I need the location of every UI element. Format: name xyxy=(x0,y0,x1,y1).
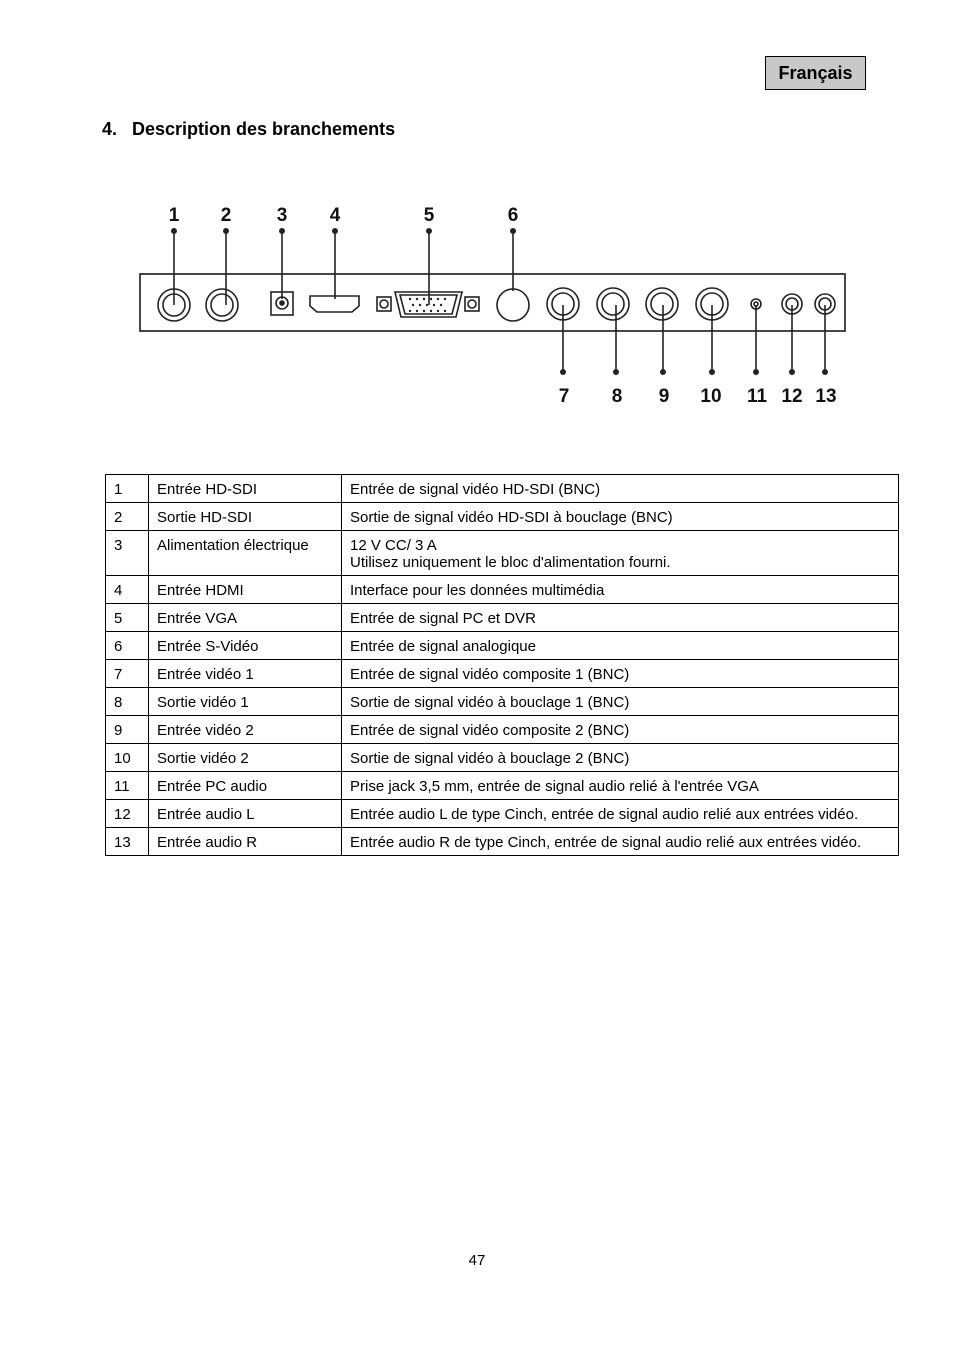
diagram-label-11: 11 xyxy=(746,386,768,407)
table-row xyxy=(106,828,899,856)
connector-name: Entrée vidéo 2 xyxy=(149,716,342,744)
connector-name: Alimentation électrique xyxy=(149,531,342,576)
table-row xyxy=(106,475,899,503)
diagram-label-13: 13 xyxy=(815,386,837,407)
connector-number: 4 xyxy=(106,576,149,604)
diagram-label-10: 10 xyxy=(700,386,722,407)
connector-description xyxy=(342,688,899,716)
section-heading xyxy=(102,119,395,140)
connector-name: Entrée audio L xyxy=(149,800,342,828)
connector-number: 7 xyxy=(106,660,149,688)
connector-number: 13 xyxy=(106,828,149,856)
connector-name: Entrée S-Vidéo xyxy=(149,632,342,660)
connector-number: 10 xyxy=(106,744,149,772)
connector-description xyxy=(342,660,899,688)
table-row xyxy=(106,744,899,772)
connector-description xyxy=(342,531,899,576)
table-row xyxy=(106,772,899,800)
connector-name: Sortie vidéo 1 xyxy=(149,688,342,716)
diagram-label-5: 5 xyxy=(423,205,435,226)
description-line: Entrée de signal vidéo composite 2 (BNC) xyxy=(350,722,630,739)
table-row xyxy=(106,716,899,744)
table-row xyxy=(106,800,899,828)
connector-number: 2 xyxy=(106,503,149,531)
connector-number: 11 xyxy=(106,772,149,800)
connector-description xyxy=(342,828,899,856)
connector-description xyxy=(342,772,899,800)
connector-panel xyxy=(140,274,845,331)
connector-number: 1 xyxy=(106,475,149,503)
description-line: Sortie de signal vidéo à bouclage 1 (BNC) xyxy=(350,694,630,711)
section-number: 4. xyxy=(102,119,118,139)
diagram-label-2: 2 xyxy=(220,205,232,226)
page-number: 47 xyxy=(468,1252,486,1269)
connector-name: Sortie vidéo 2 xyxy=(149,744,342,772)
table-row xyxy=(106,604,899,632)
connector-name: Entrée HDMI xyxy=(149,576,342,604)
description-line: Sortie de signal vidéo à bouclage 2 (BNC) xyxy=(350,750,630,767)
diagram-label-7: 7 xyxy=(558,386,570,407)
connector-name: Sortie HD-SDI xyxy=(149,503,342,531)
connector-number: 9 xyxy=(106,716,149,744)
diagram-label-3: 3 xyxy=(276,205,288,226)
table-row xyxy=(106,531,899,576)
diagram-label-12: 12 xyxy=(781,386,803,407)
diagram-label-6: 6 xyxy=(507,205,519,226)
diagram-label-9: 9 xyxy=(658,386,670,407)
connector-name: Entrée VGA xyxy=(149,604,342,632)
table-row xyxy=(106,576,899,604)
section-title: Description des branchements xyxy=(132,119,396,139)
connector-description xyxy=(342,604,899,632)
description-line: Entrée audio L de type Cinch, entrée de signal audio relié aux entrées vidéo. xyxy=(350,806,859,823)
description-line: Sortie de signal vidéo HD-SDI à bouclage (BNC) xyxy=(350,509,673,526)
description-line: Entrée audio R de type Cinch, entrée de signal audio relié aux entrées vidéo. xyxy=(350,834,862,851)
connector-number: 6 xyxy=(106,632,149,660)
connector-description xyxy=(342,475,899,503)
description-line: Entrée de signal vidéo HD-SDI (BNC) xyxy=(350,481,601,498)
description-line: Prise jack 3,5 mm, entrée de signal audio relié à l'entrée VGA xyxy=(350,778,759,795)
connector-number: 3 xyxy=(106,531,149,576)
description-line: Entrée de signal analogique xyxy=(350,638,536,655)
connector-description xyxy=(342,744,899,772)
description-line: Entrée de signal vidéo composite 1 (BNC) xyxy=(350,666,630,683)
connector-panel-diagram xyxy=(0,195,954,415)
description-line: 12 V CC/ 3 A xyxy=(350,537,437,554)
description-line: Entrée de signal PC et DVR xyxy=(350,610,536,627)
connector-description xyxy=(342,800,899,828)
connector-number: 8 xyxy=(106,688,149,716)
connector-number: 12 xyxy=(106,800,149,828)
table-row xyxy=(106,503,899,531)
table-row xyxy=(106,688,899,716)
connector-description xyxy=(342,576,899,604)
connector-name: Entrée HD-SDI xyxy=(149,475,342,503)
connector-description xyxy=(342,716,899,744)
diagram-label-8: 8 xyxy=(611,386,623,407)
table-row xyxy=(106,660,899,688)
connector-name: Entrée audio R xyxy=(149,828,342,856)
description-line: Interface pour les données multimédia xyxy=(350,582,605,599)
connections-table xyxy=(105,474,899,856)
table-row xyxy=(106,632,899,660)
diagram-label-4: 4 xyxy=(329,205,341,226)
connector-name: Entrée vidéo 1 xyxy=(149,660,342,688)
connector-number: 5 xyxy=(106,604,149,632)
diagram-label-1: 1 xyxy=(168,205,180,226)
connector-description xyxy=(342,632,899,660)
connector-name: Entrée PC audio xyxy=(149,772,342,800)
language-tab: Français xyxy=(765,56,866,90)
connector-description xyxy=(342,503,899,531)
description-line-2: Utilisez uniquement le bloc d'alimentation fourni. xyxy=(350,554,671,571)
